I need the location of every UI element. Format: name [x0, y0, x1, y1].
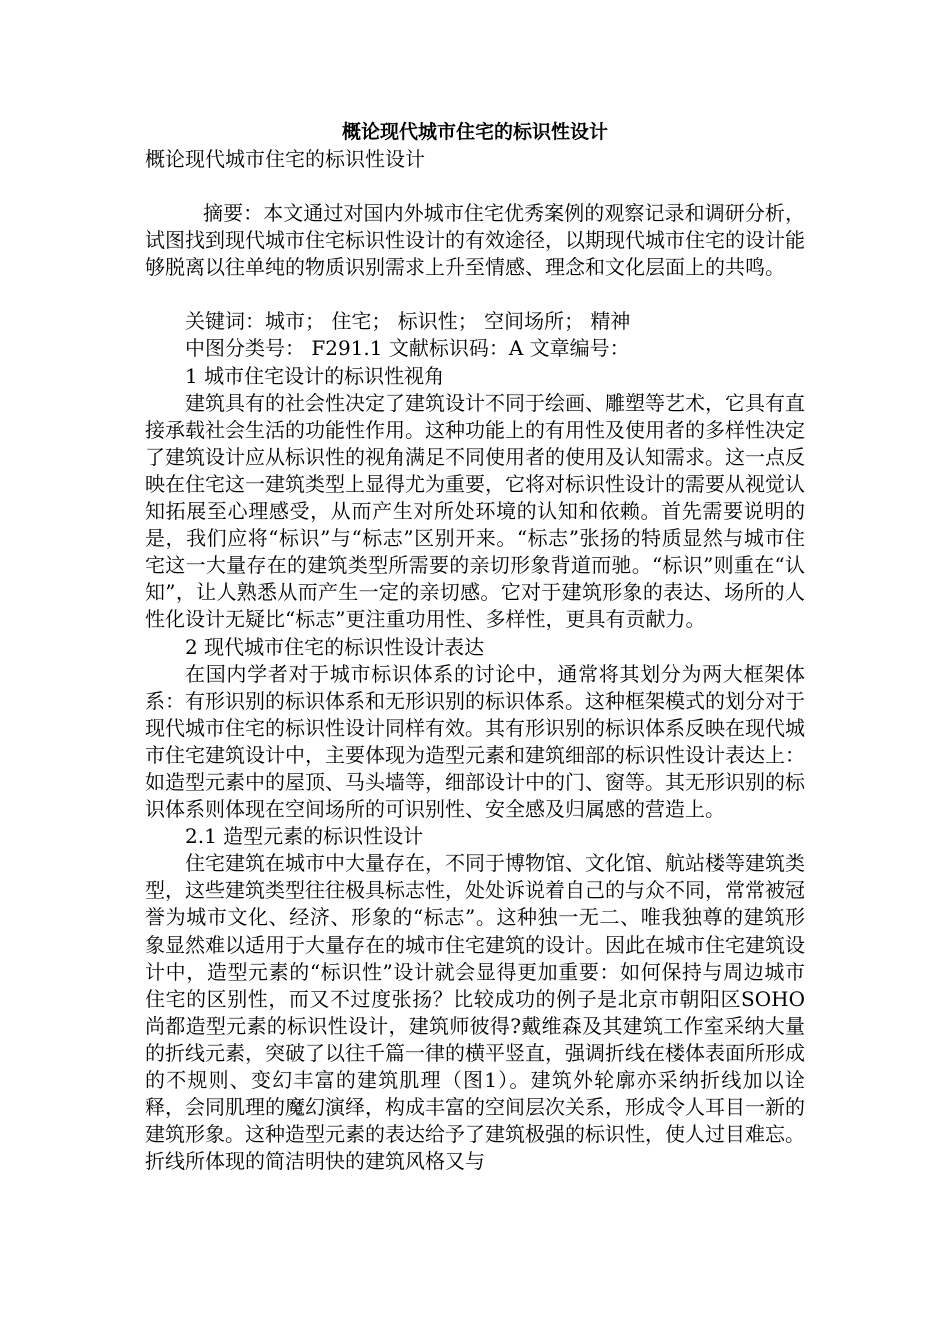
section-2-paragraph: 在国内学者对于城市标识体系的讨论中，通常将其划分为两大框架体系：有形识别的标识体系和无形识别的标识体系。这种框架模式的划分对于现代城市住宅的标识性设计同样有效。其有形识别的标识体系反映在现代城市住宅建筑设计中，主要体现为造型元素和建筑细部的标识性设计表达上：如造型元素中的屋顶、马头墙等，细部设计中的门、窗等。其无形识别的标识体系则体现在空间场所的可识别性、安全感及归属感的营造上。: [145, 661, 805, 822]
section-heading-1: 1 城市住宅设计的标识性视角: [185, 363, 445, 388]
section-2-1-paragraph: 住宅建筑在城市中大量存在，不同于博物馆、文化馆、航站楼等建筑类型，这些建筑类型往往极具标志性，处处诉说着自己的与众不同，常常被冠誉为城市文化、经济、形象的“标志”。这种独一无二、唯我独尊的建筑形象显然难以适用于大量存在的城市住宅建筑的设计。因此在城市住宅建筑设计中，造型元素的“标识性”设计就会显得更加重要：如何保持与周边城市住宅的区别性，而又不过度张扬？比较成功的例子是北京市朝阳区SOHO 尚都造型元素的标识性设计，建筑师彼得?戴维森及其建筑工作室采纳大量的折线元素，突破了以往千篇一律的横平竖直，强调折线在楼体表面所形成的不规则、变幻丰富的建筑肌理（图1）。建筑外轮廓亦采纳折线加以诠释，会同肌理的魔幻演绎，构成丰富的空间层次关系，形成令人耳目一新的建筑形象。这种造型元素的表达给予了建筑极强的标识性，使人过目难忘。折线所体现的简洁明快的建筑风格又与: [145, 851, 805, 1174]
document-subtitle: 概论现代城市住宅的标识性设计: [145, 147, 425, 171]
document-title: 概论现代城市住宅的标识性设计: [341, 121, 608, 143]
abstract-paragraph: 摘要：本文通过对国内外城市住宅优秀案例的观察记录和调研分析，试图找到现代城市住宅标识性设计的有效途径，以期现代城市住宅的设计能够脱离以往单纯的物质识别需求上升至情感、理念和文化层面上的共鸣。: [145, 201, 805, 280]
classification-line: 中图分类号： F291.1 文献标识码：A 文章编号：: [185, 336, 630, 361]
section-heading-2: 2 现代城市住宅的标识性设计表达: [185, 634, 485, 659]
document-body: [145, 118, 805, 1175]
section-1-paragraph: 建筑具有的社会性决定了建筑设计不同于绘画、雕塑等艺术，它具有直接承载社会生活的功能性作用。这种功能上的有用性及使用者的多样性决定了建筑设计应从标识性的视角满足不同使用者的使用及认知需求。这一点反映在住宅这一建筑类型上显得尤为重要，它将对标识性设计的需要从视觉认知拓展至心理感受，从而产生对所处环境的认知和依赖。首先需要说明的是，我们应将“标识”与“标志”区别开来。“标志”张扬的特质显然与城市住宅这一大量存在的建筑类型所需要的亲切形象背道而驰。“标识”则重在“认知”，让人熟悉从而产生一定的亲切感。它对于建筑形象的表达、场所的人性化设计无疑比“标志”更注重功用性、多样性，更具有贡献力。: [145, 390, 805, 632]
keywords-line: 关键词：城市； 住宅； 标识性； 空间场所； 精神: [185, 309, 631, 334]
section-heading-2-1: 2.1 造型元素的标识性设计: [185, 824, 424, 849]
